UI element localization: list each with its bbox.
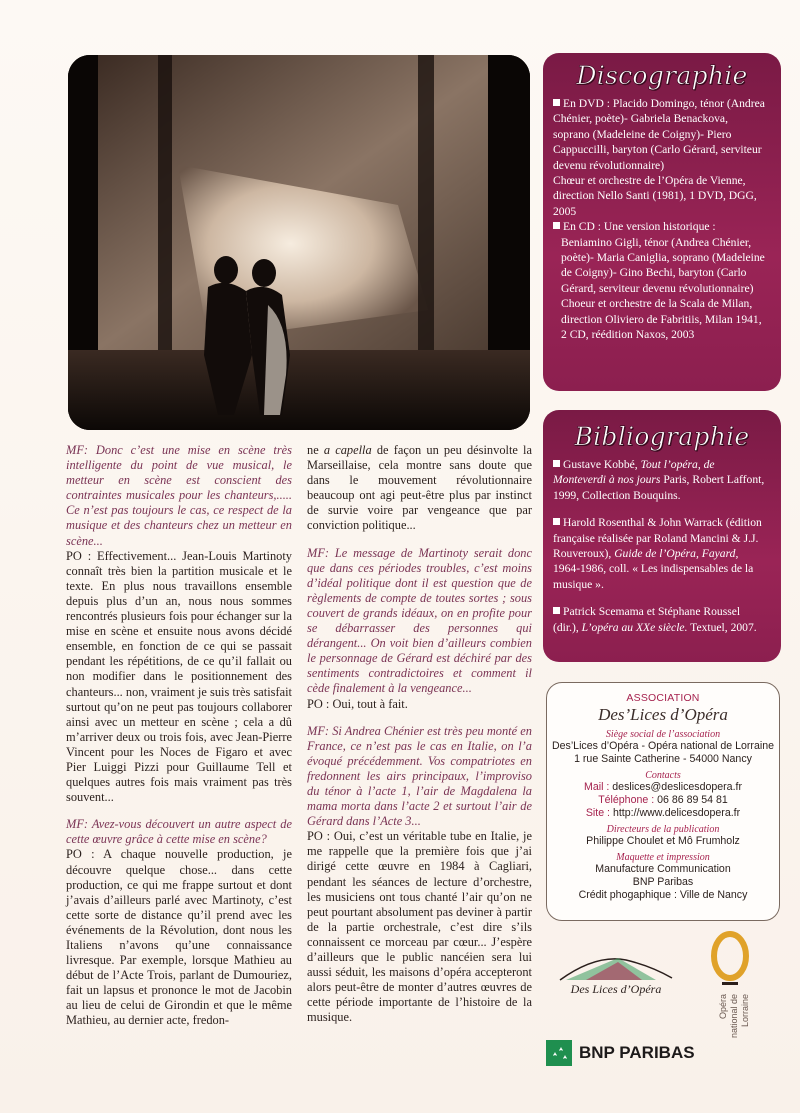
dvd-entry xyxy=(553,96,767,173)
mail-key: Mail : xyxy=(584,781,610,793)
interview-answer: PO : Effectivement... Jean-Louis Martinoty connaît très bien la partition musicale et le texte. En plus nous travaillons ensemble depuis plus d’un an, nous nous sommes rencontrés plusieurs fois pour échanger sur la mise en scène et ensuite nous avons décidé ensemble, en fonction de ce qui se passait pendant les répétitions, de ce qu’il fallait ou non modifier dans le positionnement des chanteurs... non, vraiment je suis très satisfait surtout qu’on ne peut pas toujours collaborer ainsi avec un metteur en scène ; cela a dû m’arriver deux ou trois fois, avec Jean-Pierre Vincent pour les Noces de Figaro et avec Pier Luiggi Pizzi pour Guillaume Tell et quelques autres fois mais vraiment pas très souvent... xyxy=(66,548,292,805)
interview-answer: PO : Oui, tout à fait. xyxy=(307,696,408,711)
site-link[interactable]: http://www.delicesdopera.fr xyxy=(612,807,741,819)
association-name: Des’Lices d’Opéra xyxy=(598,705,728,724)
bib-text: Textuel, 2007. xyxy=(687,620,757,634)
article-column-2 xyxy=(307,443,532,1025)
bibliography-item xyxy=(553,515,767,592)
interview-question: MF: Donc c’est une mise en scène très intelligente du point de vue musical, le metteur en scène est conscient des contraintes musicales pour les chanteurs,..... Ce n’est pas toujours le cas, ce respect de la musique et des chanteurs chez un metteur en scène... xyxy=(66,443,292,548)
bib-text: Patrick Scemama et Stéphane Roussel (dir.), xyxy=(553,605,741,634)
paragraph-gap xyxy=(307,534,532,546)
bib-title: L’opéra au XXe siècle. xyxy=(581,620,688,634)
interview-question: MF: Avez-vous découvert un autre aspect de cette œuvre grâce à cette mise en scène? xyxy=(66,817,292,847)
directeurs-names: Philippe Choulet et Mô Frumholz xyxy=(586,835,740,847)
maquette-line: BNP Paribas xyxy=(632,876,694,888)
article-column-1 xyxy=(66,443,292,1029)
maquette-line: Manufacture Communication xyxy=(595,863,731,875)
square-bullet-icon xyxy=(553,222,560,229)
cd-line: 2 CD, réédition Naxos, 2003 xyxy=(561,328,695,342)
bibliographie-title: Bibliographie xyxy=(574,422,750,451)
contacts-title: Contacts xyxy=(645,770,681,781)
cd-head: En CD : Une version historique : xyxy=(563,220,716,234)
opera-vertical-text-1: Opéra xyxy=(718,994,728,1020)
stage-scene-image xyxy=(68,55,530,430)
phone-value: 06 86 89 54 81 xyxy=(657,794,728,806)
discographie-box xyxy=(543,53,781,391)
phone-key: Téléphone : xyxy=(598,794,655,806)
photo-credit: Crédit phogaphique : Ville de Nancy xyxy=(578,889,748,901)
square-bullet-icon xyxy=(553,518,560,525)
opera-lorraine-logo xyxy=(708,930,756,1070)
paragraph-gap xyxy=(307,712,532,724)
bnp-paribas-text: BNP PARIBAS xyxy=(579,1043,695,1062)
siege-line: Des’Lices d’Opéra - Opéra national de Lorraine xyxy=(551,740,774,752)
bib-text: 1964-1986, coll. « Les indispensables de la musique ». xyxy=(553,562,754,591)
intro-text-before: ne xyxy=(307,443,324,457)
bibliographie-box xyxy=(543,410,781,662)
square-bullet-icon xyxy=(553,99,560,106)
square-bullet-icon xyxy=(553,607,560,614)
maquette-title: Maquette et impression xyxy=(616,852,710,863)
paragraph-gap xyxy=(66,805,292,817)
mail-link[interactable]: deslices@deslicesdopera.fr xyxy=(612,781,742,793)
site-key: Site : xyxy=(585,807,610,819)
intro-italic: a capella xyxy=(323,443,372,457)
association-label: ASSOCIATION xyxy=(626,692,700,704)
bibliography-item xyxy=(553,457,767,503)
bib-text: Gustave Kobbé, xyxy=(563,458,641,471)
siege-title: Siège social de l’association xyxy=(605,729,721,740)
cd-line: Choeur et orchestre de la Scala de Milan, direction Oliviero de Fabritiis, Milan 1941, xyxy=(561,297,762,326)
stage-photo xyxy=(68,55,530,430)
opera-vertical-text-3: Lorraine xyxy=(740,994,750,1028)
discographie-title: Discographie xyxy=(576,61,748,90)
opera-vertical-text-2: national de xyxy=(729,994,739,1039)
interview-question: MF: Le message de Martinoty serait donc que dans ces périodes troubles, c’est moins d’idéal politique dont il est question que de règlements de compte de toutes sortes ; sous couvert de grands idéaux, on en profite pour se débarrasser des personnes qui dérangent... On voit bien d’ailleurs combien le personnage de Gérard est déchiré par des sentiments contradictoires et comment il cède finalement à la vengeance... xyxy=(307,545,532,696)
cd-entry xyxy=(553,219,767,234)
dvd-line: Chœur et orchestre de l’Opéra de Vienne, direction Nello Santi (1981), 1 DVD, DGG, 2005 xyxy=(553,174,757,218)
bnp-paribas-logo xyxy=(546,1040,695,1066)
phone-row xyxy=(547,794,779,807)
column-2-intro xyxy=(307,443,532,534)
bib-text: Harold Rosenthal & John Warrack (édition française réalisée par Roland Mancini & J.J. Rouveroux), xyxy=(553,516,762,561)
dvd-line: En DVD : Placido Domingo, ténor (Andrea Chénier, poète)- Gabriela Benackova, soprano (Madeleine de Coigny)- Piero Cappuccilli, baryton (Carlo Gérard, serviteur devenu révolutionnaire) xyxy=(553,97,765,172)
des-lices-logo xyxy=(556,948,676,1003)
mail-row xyxy=(547,781,779,794)
interview-answer: PO : A chaque nouvelle production, je découvre quelque chose... dans cette production, ce qui me frappe surtout et dont j’avais d’ailleurs parlé avec Martinoty, c’est cette sorte de distance qu’il prend avec les événements de la Révolution, dont nous les Italiens n’avons qu’une connaissance livresque. Par exemple, lorsque Mathieu au début de l’Acte Trois, parlant de Dumouriez, fait un lapsus et prononce le mot de Jacobin au lieu de celui de Girondin et que le même Mathieu, au dernier acte, fredon- xyxy=(66,847,292,1028)
bib-title: Tout l’opéra, de Monteverdi à nos jours xyxy=(553,458,715,487)
bnp-stars-icon xyxy=(546,1040,572,1066)
directeurs-title: Directeurs de la publication xyxy=(606,824,720,835)
siege-line: 1 rue Sainte Catherine - 54000 Nancy xyxy=(574,753,752,765)
des-lices-logo-graphic xyxy=(556,948,676,998)
bib-title: Guide de l’Opéra, Fayard, xyxy=(614,547,739,561)
intro-text-after: de façon un peu désinvolte la Marseillaise, cela montre sans doute que dans le mouvement révolutionnaire beaucoup ont agi peut-être plus par instinct de survie voire par vengeance que par conviction politique... xyxy=(307,443,533,533)
cd-line: Beniamino Gigli, ténor (Andrea Chénier, poète)- Maria Caniglia, soprano (Madeleine de Coigny)- Gino Bechi, baryton (Carlo Gérard, serviteur devenu révolutionnaire) xyxy=(561,235,765,295)
square-bullet-icon xyxy=(553,460,560,467)
association-box xyxy=(546,682,780,921)
interview-answer: PO : Oui, c’est un véritable tube en Italie, je me rappelle que la première fois que j’ai dirigé cette œuvre en 1984 à Cagliari, pendant les séances de lecture d’orchestre, les musiciens ont tous chanté l’air qu’on ne peut pourtant absolument pas deviner à partir de la partie orchestrale, c’est dire s’ils connaissent ce morceau par cœur... J’espère d’ailleurs que le public nancéien sera lui aussi séduit, les maisons d’opéra accepteront alors peut-être de monter d’autres œuvres de cette période importante de l’histoire de la musique. xyxy=(307,829,532,1025)
opera-o-icon xyxy=(708,930,756,990)
des-lices-logo-text: Des Lices d’Opéra xyxy=(570,982,662,996)
bib-text: Paris, Robert Laffont, 1999, Collection Bouquins. xyxy=(553,473,765,502)
interview-question: MF: Si Andrea Chénier est très peu monté en France, ce n’est pas le cas en Italie, on l’a évoqué précédemment. Vos compatriotes en fredonnent les airs principaux, l’improviso du ténor à l’acte 1, l’air de Magdalena la mama morta dans l’acte 2 et surtout l’air de Gérard dans l’Acte 3... xyxy=(307,723,532,829)
discographie-body xyxy=(543,90,781,343)
bibliographie-body xyxy=(543,451,781,635)
site-row xyxy=(547,807,779,820)
bibliography-item xyxy=(553,604,767,635)
